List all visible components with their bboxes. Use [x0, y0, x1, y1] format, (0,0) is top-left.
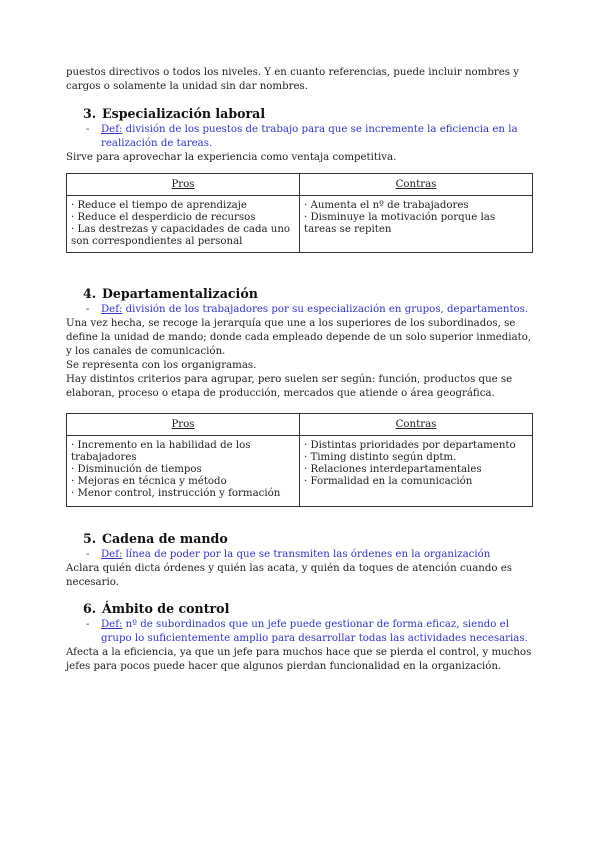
contras-header: Contras: [300, 414, 533, 436]
pros-cell: [67, 436, 300, 507]
bullet-dash: -: [86, 549, 90, 560]
definition: [66, 618, 536, 646]
intro-paragraph: puestos directivos o todos los niveles. Y en cuanto referencias, puede incluir nombres y cargos o solamente la unidad sin dar nombres.: [66, 67, 519, 92]
pros-contras-table: [66, 173, 533, 253]
section-heading: [66, 106, 536, 122]
bullet-dash: -: [86, 124, 90, 135]
section-cadena-de-mando: [66, 531, 536, 590]
contras-item: · Disminuye la motivación porque las tareas se repiten: [304, 212, 496, 235]
section-number: 4.: [83, 286, 97, 301]
section-title: Departamentalización: [102, 286, 258, 301]
pros-item: · Mejoras en técnica y método: [71, 476, 227, 487]
bullet-dash: -: [86, 304, 90, 315]
definition-text: nº de subordinados que un jefe puede gestionar de forma eficaz, siendo el grupo lo suficientemente amplio para desarrollar todas las actividades necesarias.: [101, 619, 528, 644]
paragraph: Sirve para aprovechar la experiencia como ventaja competitiva.: [66, 152, 397, 163]
section-especializacion: [66, 106, 536, 253]
definition-label: Def:: [101, 619, 123, 630]
paragraph: Aclara quién dicta órdenes y quién las acata, y quién da toques de atención cuando es necesario.: [66, 563, 513, 588]
section-heading: [66, 601, 536, 617]
section-title: Ámbito de control: [102, 601, 230, 616]
paragraph: Hay distintos criterios para agrupar, pero suelen ser según: función, productos que se elaboran, proceso o etapa de producción, mercados que atiende o área geográfica.: [66, 374, 513, 399]
section-number: 3.: [83, 106, 97, 121]
pros-header: Pros: [67, 414, 300, 436]
section-departamentalizacion: [66, 286, 536, 507]
definition-label: Def:: [101, 124, 123, 135]
section-ambito-de-control: [66, 601, 536, 674]
pros-item: · Disminución de tiempos: [71, 464, 202, 475]
contras-item: · Formalidad en la comunicación: [304, 476, 473, 487]
section-heading: [66, 286, 536, 302]
paragraph: Afecta a la eficiencia, ya que un jefe para muchos hace que se pierda el control, y muchos jefes para pocos puede hacer que algunos pierdan funcionalidad en la organización.: [66, 647, 532, 672]
contras-item: · Timing distinto según dptm.: [304, 452, 457, 463]
definition-label: Def:: [101, 549, 123, 560]
bullet-dash: -: [86, 619, 90, 630]
contras-cell: [300, 196, 533, 253]
section-heading: [66, 531, 536, 547]
pros-item: · Reduce el tiempo de aprendizaje: [71, 200, 247, 211]
definition-label: Def:: [101, 304, 123, 315]
definition: [66, 548, 536, 562]
pros-cell: [67, 196, 300, 253]
contras-header: Contras: [300, 174, 533, 196]
pros-item: · Las destrezas y capacidades de cada uno son correspondientes al personal: [71, 224, 291, 247]
definition: [66, 303, 536, 317]
section-title: Cadena de mando: [102, 531, 228, 546]
pros-item: · Menor control, instrucción y formación: [71, 488, 281, 499]
pros-header: Pros: [67, 174, 300, 196]
contras-cell: [300, 436, 533, 507]
pros-contras-table: [66, 413, 533, 507]
contras-item: · Aumenta el nº de trabajadores: [304, 200, 469, 211]
section-number: 6.: [83, 601, 97, 616]
section-title: Especialización laboral: [102, 106, 266, 121]
pros-item: · Reduce el desperdicio de recursos: [71, 212, 256, 223]
definition-text: línea de poder por la que se transmiten las órdenes en la organización: [122, 549, 491, 560]
contras-item: · Relaciones interdepartamentales: [304, 464, 482, 475]
pros-item: · Incremento en la habilidad de los trabajadores: [71, 440, 251, 463]
contras-item: · Distintas prioridades por departamento: [304, 440, 516, 451]
paragraph: Se representa con los organigramas.: [66, 360, 257, 371]
section-number: 5.: [83, 531, 97, 546]
definition-text: división de los trabajadores por su especialización en grupos, departamentos.: [122, 304, 529, 315]
paragraph: Una vez hecha, se recoge la jerarquía que une a los superiores de los subordinados, se define la unidad de mando; donde cada empleado depende de un solo superior inmediato, y los canales de comunicación.: [66, 318, 532, 357]
definition: [66, 123, 536, 151]
definition-text: división de los puestos de trabajo para que se incremente la eficiencia en la realización de tareas.: [101, 124, 518, 149]
